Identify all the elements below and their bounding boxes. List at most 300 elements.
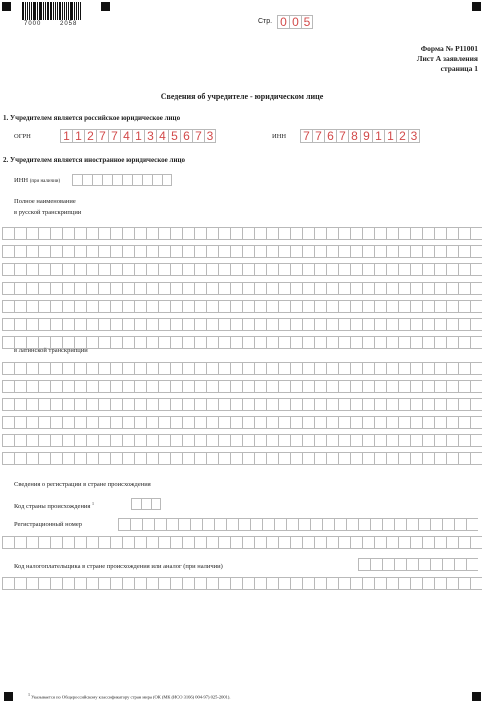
russian-name-cell[interactable] (194, 300, 206, 313)
russian-name-cell[interactable] (230, 282, 242, 295)
reg-number-cell[interactable] (230, 536, 242, 549)
latin-name-cell[interactable] (362, 380, 374, 393)
russian-name-cell[interactable] (302, 227, 314, 240)
russian-name-cell[interactable] (182, 227, 194, 240)
latin-name-cell[interactable] (86, 398, 98, 411)
latin-name-cell[interactable] (374, 434, 386, 447)
ogrn-digit[interactable]: 1 (60, 129, 72, 143)
latin-name-cell[interactable] (386, 416, 398, 429)
latin-name-cell[interactable] (74, 434, 86, 447)
reg-number-cell[interactable] (442, 518, 454, 531)
russian-name-cell[interactable] (206, 263, 218, 276)
latin-name-cell[interactable] (446, 416, 458, 429)
page-digit[interactable]: 5 (301, 15, 313, 29)
russian-name-cell[interactable] (218, 300, 230, 313)
ogrn-digit[interactable]: 6 (180, 129, 192, 143)
russian-name-cell[interactable] (386, 300, 398, 313)
russian-name-cell[interactable] (410, 245, 422, 258)
russian-name-cell[interactable] (434, 282, 446, 295)
russian-name-cell[interactable] (458, 300, 470, 313)
russian-name-cell[interactable] (182, 282, 194, 295)
russian-name-cell[interactable] (350, 282, 362, 295)
reg-number-cell[interactable] (422, 536, 434, 549)
latin-name-cell[interactable] (254, 398, 266, 411)
taxpayer-code-cell[interactable] (394, 558, 406, 571)
latin-name-cell[interactable] (194, 362, 206, 375)
latin-name-cell[interactable] (38, 452, 50, 465)
latin-name-cell[interactable] (194, 416, 206, 429)
russian-name-cell[interactable] (422, 282, 434, 295)
latin-name-cell[interactable] (182, 380, 194, 393)
taxpayer-code-cell[interactable] (290, 577, 302, 590)
russian-name-cell[interactable] (146, 318, 158, 331)
russian-name-cell[interactable] (74, 318, 86, 331)
latin-name-cell[interactable] (74, 362, 86, 375)
latin-name-cell[interactable] (62, 398, 74, 411)
russian-name-cell[interactable] (146, 300, 158, 313)
foreign-inn-cell[interactable] (102, 174, 112, 186)
russian-name-cell[interactable] (62, 245, 74, 258)
latin-name-cell[interactable] (134, 452, 146, 465)
russian-name-cell[interactable] (110, 245, 122, 258)
latin-name-cell[interactable] (302, 434, 314, 447)
russian-name-cell[interactable] (338, 227, 350, 240)
taxpayer-code-cell[interactable] (382, 558, 394, 571)
latin-name-cell[interactable] (338, 380, 350, 393)
latin-name-cell[interactable] (290, 434, 302, 447)
russian-name-cell[interactable] (338, 318, 350, 331)
latin-name-cell[interactable] (50, 416, 62, 429)
taxpayer-code-cell[interactable] (266, 577, 278, 590)
taxpayer-code-cell[interactable] (466, 558, 478, 571)
russian-name-cell[interactable] (326, 336, 338, 349)
latin-name-cell[interactable] (338, 452, 350, 465)
ogrn-digit[interactable]: 3 (144, 129, 156, 143)
russian-name-cell[interactable] (26, 282, 38, 295)
russian-name-cell[interactable] (38, 318, 50, 331)
latin-name-cell[interactable] (110, 398, 122, 411)
latin-name-cell[interactable] (470, 452, 482, 465)
russian-name-cell[interactable] (182, 245, 194, 258)
latin-name-cell[interactable] (2, 452, 14, 465)
russian-name-cell[interactable] (170, 263, 182, 276)
latin-name-cell[interactable] (266, 380, 278, 393)
russian-name-cell[interactable] (158, 300, 170, 313)
reg-number-cell[interactable] (446, 536, 458, 549)
latin-name-cell[interactable] (242, 398, 254, 411)
reg-number-cell[interactable] (142, 518, 154, 531)
russian-name-cell[interactable] (350, 227, 362, 240)
reg-number-cell[interactable] (262, 518, 274, 531)
latin-name-cell[interactable] (254, 452, 266, 465)
russian-name-cell[interactable] (50, 318, 62, 331)
reg-number-cell[interactable] (346, 518, 358, 531)
russian-name-cell[interactable] (434, 245, 446, 258)
russian-name-cell[interactable] (278, 300, 290, 313)
latin-name-cell[interactable] (170, 398, 182, 411)
russian-name-cell[interactable] (218, 282, 230, 295)
reg-number-cell[interactable] (374, 536, 386, 549)
latin-name-cell[interactable] (62, 362, 74, 375)
russian-name-cell[interactable] (194, 227, 206, 240)
latin-name-cell[interactable] (410, 416, 422, 429)
russian-name-cell[interactable] (434, 300, 446, 313)
foreign-inn-cell[interactable] (82, 174, 92, 186)
latin-name-cell[interactable] (302, 416, 314, 429)
latin-name-cell[interactable] (146, 452, 158, 465)
russian-name-cell[interactable] (470, 318, 482, 331)
ogrn-digit[interactable]: 5 (168, 129, 180, 143)
russian-name-cell[interactable] (338, 336, 350, 349)
latin-name-cell[interactable] (134, 380, 146, 393)
reg-number-cell[interactable] (286, 518, 298, 531)
russian-name-cell[interactable] (230, 245, 242, 258)
russian-name-cell[interactable] (14, 227, 26, 240)
ogrn-digit[interactable]: 4 (120, 129, 132, 143)
ogrn-digit[interactable]: 2 (84, 129, 96, 143)
latin-name-cell[interactable] (98, 452, 110, 465)
reg-number-cell[interactable] (74, 536, 86, 549)
russian-name-cell[interactable] (434, 227, 446, 240)
latin-name-cell[interactable] (266, 398, 278, 411)
latin-name-cell[interactable] (98, 416, 110, 429)
russian-name-cell[interactable] (74, 282, 86, 295)
russian-name-cell[interactable] (134, 300, 146, 313)
latin-name-cell[interactable] (218, 452, 230, 465)
russian-name-cell[interactable] (146, 336, 158, 349)
russian-name-cell[interactable] (62, 318, 74, 331)
russian-name-cell[interactable] (50, 263, 62, 276)
latin-name-cell[interactable] (422, 398, 434, 411)
latin-name-cell[interactable] (290, 452, 302, 465)
russian-name-cell[interactable] (410, 300, 422, 313)
russian-name-cell[interactable] (218, 227, 230, 240)
russian-name-cell[interactable] (314, 282, 326, 295)
russian-name-cell[interactable] (278, 336, 290, 349)
latin-name-cell[interactable] (2, 362, 14, 375)
russian-name-cell[interactable] (98, 300, 110, 313)
russian-name-cell[interactable] (2, 336, 14, 349)
russian-name-cell[interactable] (230, 318, 242, 331)
russian-name-cell[interactable] (134, 282, 146, 295)
russian-name-cell[interactable] (170, 282, 182, 295)
latin-name-cell[interactable] (314, 416, 326, 429)
latin-name-cell[interactable] (338, 416, 350, 429)
russian-name-cell[interactable] (206, 336, 218, 349)
russian-name-cell[interactable] (170, 227, 182, 240)
russian-name-cell[interactable] (266, 318, 278, 331)
russian-name-cell[interactable] (182, 263, 194, 276)
russian-name-cell[interactable] (242, 282, 254, 295)
russian-name-cell[interactable] (362, 300, 374, 313)
russian-name-cell[interactable] (254, 263, 266, 276)
latin-name-cell[interactable] (86, 362, 98, 375)
latin-name-cell[interactable] (326, 416, 338, 429)
latin-name-cell[interactable] (446, 434, 458, 447)
latin-name-cell[interactable] (410, 452, 422, 465)
reg-number-cell[interactable] (458, 536, 470, 549)
russian-name-cell[interactable] (62, 263, 74, 276)
taxpayer-code-cell[interactable] (398, 577, 410, 590)
foreign-inn-cell[interactable] (142, 174, 152, 186)
latin-name-cell[interactable] (386, 362, 398, 375)
latin-name-cell[interactable] (230, 380, 242, 393)
taxpayer-code-cell[interactable] (182, 577, 194, 590)
latin-name-cell[interactable] (38, 398, 50, 411)
inn-digit[interactable]: 2 (396, 129, 408, 143)
reg-number-cell[interactable] (314, 536, 326, 549)
russian-name-cell[interactable] (134, 227, 146, 240)
russian-name-cell[interactable] (290, 227, 302, 240)
latin-name-cell[interactable] (170, 452, 182, 465)
reg-number-cell[interactable] (214, 518, 226, 531)
latin-name-cell[interactable] (374, 416, 386, 429)
latin-name-cell[interactable] (2, 434, 14, 447)
russian-name-cell[interactable] (158, 245, 170, 258)
taxpayer-code-cell[interactable] (470, 577, 482, 590)
taxpayer-code-cell[interactable] (278, 577, 290, 590)
foreign-inn-cell[interactable] (122, 174, 132, 186)
latin-name-cell[interactable] (38, 362, 50, 375)
latin-name-cell[interactable] (446, 380, 458, 393)
latin-name-cell[interactable] (278, 380, 290, 393)
taxpayer-code-cell[interactable] (254, 577, 266, 590)
russian-name-cell[interactable] (422, 227, 434, 240)
russian-name-cell[interactable] (26, 300, 38, 313)
latin-name-cell[interactable] (278, 434, 290, 447)
russian-name-cell[interactable] (350, 300, 362, 313)
russian-name-cell[interactable] (50, 227, 62, 240)
latin-name-cell[interactable] (230, 452, 242, 465)
russian-name-cell[interactable] (134, 263, 146, 276)
latin-name-cell[interactable] (434, 380, 446, 393)
russian-name-cell[interactable] (350, 336, 362, 349)
russian-name-cell[interactable] (62, 227, 74, 240)
russian-name-cell[interactable] (470, 263, 482, 276)
russian-name-cell[interactable] (110, 300, 122, 313)
russian-name-cell[interactable] (410, 263, 422, 276)
taxpayer-code-cell[interactable] (218, 577, 230, 590)
latin-name-cell[interactable] (230, 362, 242, 375)
russian-name-cell[interactable] (458, 282, 470, 295)
inn-digit[interactable]: 9 (360, 129, 372, 143)
russian-name-cell[interactable] (422, 245, 434, 258)
russian-name-cell[interactable] (110, 336, 122, 349)
inn-digit[interactable]: 3 (408, 129, 420, 143)
latin-name-cell[interactable] (146, 434, 158, 447)
russian-name-cell[interactable] (110, 263, 122, 276)
taxpayer-code-cell[interactable] (86, 577, 98, 590)
latin-name-cell[interactable] (302, 362, 314, 375)
reg-number-cell[interactable] (154, 518, 166, 531)
taxpayer-code-cell[interactable] (62, 577, 74, 590)
latin-name-cell[interactable] (110, 434, 122, 447)
russian-name-cell[interactable] (146, 245, 158, 258)
reg-number-cell[interactable] (110, 536, 122, 549)
reg-number-cell[interactable] (290, 536, 302, 549)
latin-name-cell[interactable] (158, 398, 170, 411)
latin-name-cell[interactable] (206, 416, 218, 429)
page-digit[interactable]: 0 (277, 15, 289, 29)
latin-name-cell[interactable] (434, 452, 446, 465)
russian-name-cell[interactable] (38, 263, 50, 276)
russian-name-cell[interactable] (410, 336, 422, 349)
reg-number-cell[interactable] (326, 536, 338, 549)
russian-name-cell[interactable] (38, 227, 50, 240)
russian-name-cell[interactable] (326, 263, 338, 276)
latin-name-cell[interactable] (422, 380, 434, 393)
russian-name-cell[interactable] (122, 282, 134, 295)
latin-name-cell[interactable] (62, 452, 74, 465)
latin-name-cell[interactable] (314, 434, 326, 447)
ogrn-digit[interactable]: 1 (72, 129, 84, 143)
taxpayer-code-cell[interactable] (170, 577, 182, 590)
taxpayer-code-cell[interactable] (338, 577, 350, 590)
latin-name-cell[interactable] (290, 398, 302, 411)
latin-name-cell[interactable] (290, 416, 302, 429)
latin-name-cell[interactable] (170, 380, 182, 393)
russian-name-cell[interactable] (446, 300, 458, 313)
latin-name-cell[interactable] (326, 362, 338, 375)
russian-name-cell[interactable] (446, 245, 458, 258)
latin-name-cell[interactable] (98, 380, 110, 393)
latin-name-cell[interactable] (362, 452, 374, 465)
russian-name-cell[interactable] (194, 318, 206, 331)
russian-name-cell[interactable] (122, 263, 134, 276)
russian-name-cell[interactable] (98, 336, 110, 349)
russian-name-cell[interactable] (230, 300, 242, 313)
ogrn-digit[interactable]: 3 (204, 129, 216, 143)
latin-name-cell[interactable] (254, 434, 266, 447)
latin-name-cell[interactable] (242, 452, 254, 465)
russian-name-cell[interactable] (386, 227, 398, 240)
latin-name-cell[interactable] (242, 416, 254, 429)
russian-name-cell[interactable] (182, 318, 194, 331)
latin-name-cell[interactable] (170, 434, 182, 447)
latin-name-cell[interactable] (470, 362, 482, 375)
russian-name-cell[interactable] (386, 282, 398, 295)
russian-name-cell[interactable] (206, 245, 218, 258)
taxpayer-code-cell[interactable] (326, 577, 338, 590)
page-digit[interactable]: 0 (289, 15, 301, 29)
latin-name-cell[interactable] (302, 380, 314, 393)
russian-name-cell[interactable] (314, 336, 326, 349)
latin-name-cell[interactable] (458, 416, 470, 429)
taxpayer-code-cell[interactable] (422, 577, 434, 590)
latin-name-cell[interactable] (134, 398, 146, 411)
latin-name-cell[interactable] (50, 362, 62, 375)
russian-name-cell[interactable] (86, 300, 98, 313)
russian-name-cell[interactable] (218, 318, 230, 331)
latin-name-cell[interactable] (122, 434, 134, 447)
russian-name-cell[interactable] (50, 282, 62, 295)
reg-number-cell[interactable] (358, 518, 370, 531)
russian-name-cell[interactable] (446, 227, 458, 240)
latin-name-cell[interactable] (218, 416, 230, 429)
russian-name-cell[interactable] (410, 282, 422, 295)
latin-name-cell[interactable] (410, 434, 422, 447)
taxpayer-code-cell[interactable] (98, 577, 110, 590)
russian-name-cell[interactable] (194, 245, 206, 258)
russian-name-cell[interactable] (2, 300, 14, 313)
latin-name-cell[interactable] (38, 416, 50, 429)
russian-name-cell[interactable] (398, 227, 410, 240)
russian-name-cell[interactable] (374, 300, 386, 313)
russian-name-cell[interactable] (434, 263, 446, 276)
russian-name-cell[interactable] (50, 245, 62, 258)
russian-name-cell[interactable] (278, 318, 290, 331)
russian-name-cell[interactable] (146, 227, 158, 240)
russian-name-cell[interactable] (26, 245, 38, 258)
russian-name-cell[interactable] (206, 318, 218, 331)
reg-number-cell[interactable] (298, 518, 310, 531)
reg-number-cell[interactable] (334, 518, 346, 531)
russian-name-cell[interactable] (374, 336, 386, 349)
latin-name-cell[interactable] (146, 416, 158, 429)
latin-name-cell[interactable] (290, 362, 302, 375)
latin-name-cell[interactable] (446, 362, 458, 375)
latin-name-cell[interactable] (302, 452, 314, 465)
russian-name-cell[interactable] (182, 336, 194, 349)
latin-name-cell[interactable] (446, 398, 458, 411)
reg-number-cell[interactable] (398, 536, 410, 549)
latin-name-cell[interactable] (410, 362, 422, 375)
latin-name-cell[interactable] (50, 380, 62, 393)
latin-name-cell[interactable] (386, 452, 398, 465)
russian-name-cell[interactable] (338, 245, 350, 258)
latin-name-cell[interactable] (314, 362, 326, 375)
latin-name-cell[interactable] (14, 380, 26, 393)
taxpayer-code-cell[interactable] (14, 577, 26, 590)
russian-name-cell[interactable] (434, 336, 446, 349)
russian-name-cell[interactable] (134, 318, 146, 331)
reg-number-cell[interactable] (238, 518, 250, 531)
russian-name-cell[interactable] (422, 336, 434, 349)
russian-name-cell[interactable] (290, 318, 302, 331)
russian-name-cell[interactable] (218, 263, 230, 276)
latin-name-cell[interactable] (218, 398, 230, 411)
foreign-inn-cell[interactable] (112, 174, 122, 186)
russian-name-cell[interactable] (146, 282, 158, 295)
latin-name-cell[interactable] (170, 416, 182, 429)
russian-name-cell[interactable] (434, 318, 446, 331)
russian-name-cell[interactable] (26, 263, 38, 276)
russian-name-cell[interactable] (86, 245, 98, 258)
latin-name-cell[interactable] (98, 434, 110, 447)
latin-name-cell[interactable] (350, 416, 362, 429)
russian-name-cell[interactable] (170, 300, 182, 313)
latin-name-cell[interactable] (350, 380, 362, 393)
russian-name-cell[interactable] (338, 300, 350, 313)
latin-name-cell[interactable] (326, 434, 338, 447)
latin-name-cell[interactable] (410, 380, 422, 393)
latin-name-cell[interactable] (434, 416, 446, 429)
foreign-inn-cell[interactable] (132, 174, 142, 186)
russian-name-cell[interactable] (98, 245, 110, 258)
taxpayer-code-cell[interactable] (242, 577, 254, 590)
russian-name-cell[interactable] (302, 318, 314, 331)
russian-name-cell[interactable] (458, 245, 470, 258)
russian-name-cell[interactable] (38, 245, 50, 258)
russian-name-cell[interactable] (86, 318, 98, 331)
reg-number-cell[interactable] (226, 518, 238, 531)
latin-name-cell[interactable] (158, 380, 170, 393)
taxpayer-code-cell[interactable] (454, 558, 466, 571)
latin-name-cell[interactable] (26, 434, 38, 447)
russian-name-cell[interactable] (254, 245, 266, 258)
latin-name-cell[interactable] (2, 416, 14, 429)
latin-name-cell[interactable] (242, 362, 254, 375)
